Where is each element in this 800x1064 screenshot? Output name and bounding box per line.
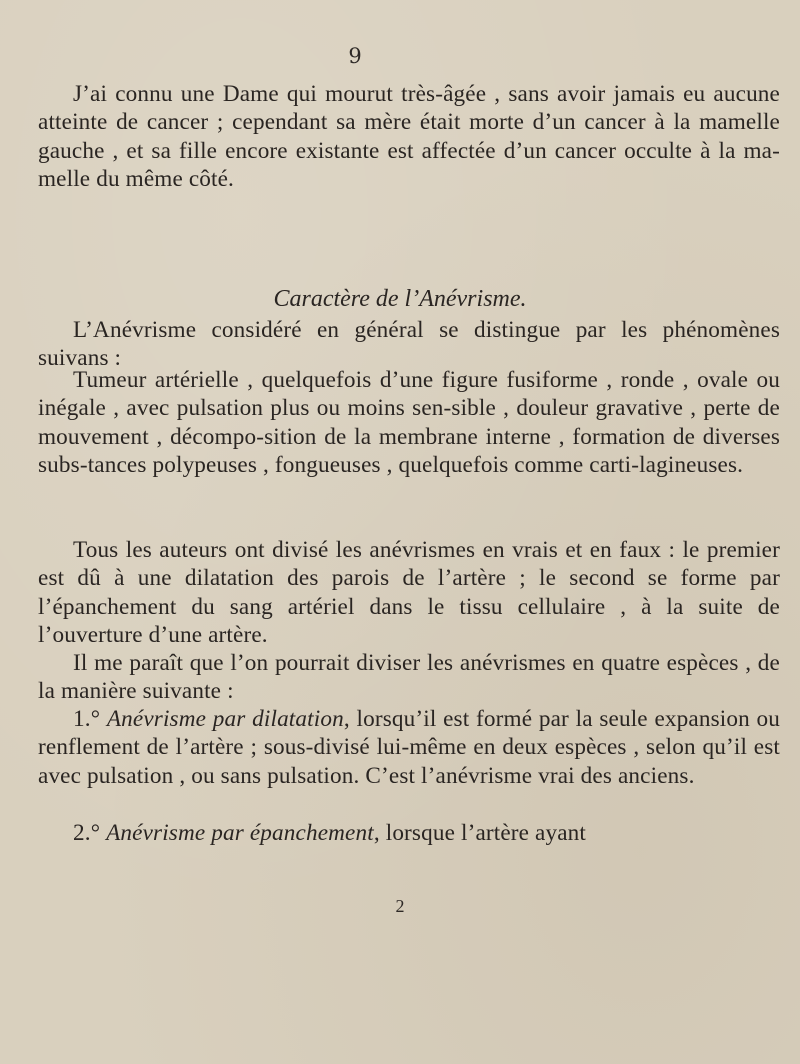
paragraph-dame: [38, 80, 780, 194]
list-item-number: 2.°: [73, 820, 101, 846]
list-item-epanchement-text: [38, 819, 780, 847]
list-item-body: , lorsqu’il est formé par la seule expansion ou renflement de l’artère ; sous-divisé lui-même en deux espèces , selon qu’il est avec pulsation , ou sans pulsation. C’est l’anévrisme vrai des anciens.: [38, 706, 781, 789]
paragraph-definition-text: L’Anévrisme considéré en général se distingue par les phénomènes suivans :: [38, 317, 780, 372]
list-item-number: 1.°: [73, 706, 101, 732]
list-item-dilatation-text: [38, 705, 780, 790]
paragraph-symptoms-text: Tumeur artérielle , quelquefois d’une figure fusiforme , ronde , ovale ou inégale , avec pulsation plus ou moins sen-sible , douleur gravative , perte de mouvement , décompo-sition de la membrane interne , formation de diverses subs-tances polypeuses , fongueuses , quelquefois comme carti-lagineuses.: [38, 367, 780, 479]
section-heading: Caractère de l’Anévrisme.: [273, 286, 527, 312]
list-item-body: , lorsque l’artère ayant: [373, 820, 587, 846]
page-number: 9: [348, 44, 362, 68]
paragraph-dame-text: J’ai connu une Dame qui mourut très-âgée , sans avoir jamais eu aucune atteinte de cancer ; cependant sa mère était morte d’un cancer à la mamelle gauche , et sa fille encore existante est affectée d’un cancer occulte à la ma-melle du même côté.: [38, 81, 780, 193]
list-item-title: Anévrisme par dilatation: [106, 706, 344, 732]
list-item-epanchement: [38, 819, 780, 847]
paragraph-authors: [38, 536, 780, 650]
list-item-title: Anévrisme par épanchement: [106, 820, 374, 846]
paragraph-four-species-text: Il me paraît que l’on pourrait diviser les anévrismes en quatre espèces , de la manière suivante :: [38, 650, 780, 705]
paragraph-authors-text: Tous les auteurs ont divisé les anévrismes en vrais et en faux : le premier est dû à une dilatation des parois de l’artère ; le second se forme par l’épanchement du sang artériel dans le tissu cellulaire , à la suite de l’ouverture d’une artère.: [38, 537, 780, 649]
paragraph-definition: [38, 316, 780, 373]
list-item-dilatation: [38, 705, 780, 790]
signature-mark: 2: [395, 896, 405, 916]
paragraph-symptoms: [38, 366, 780, 480]
paragraph-four-species: [38, 649, 780, 706]
